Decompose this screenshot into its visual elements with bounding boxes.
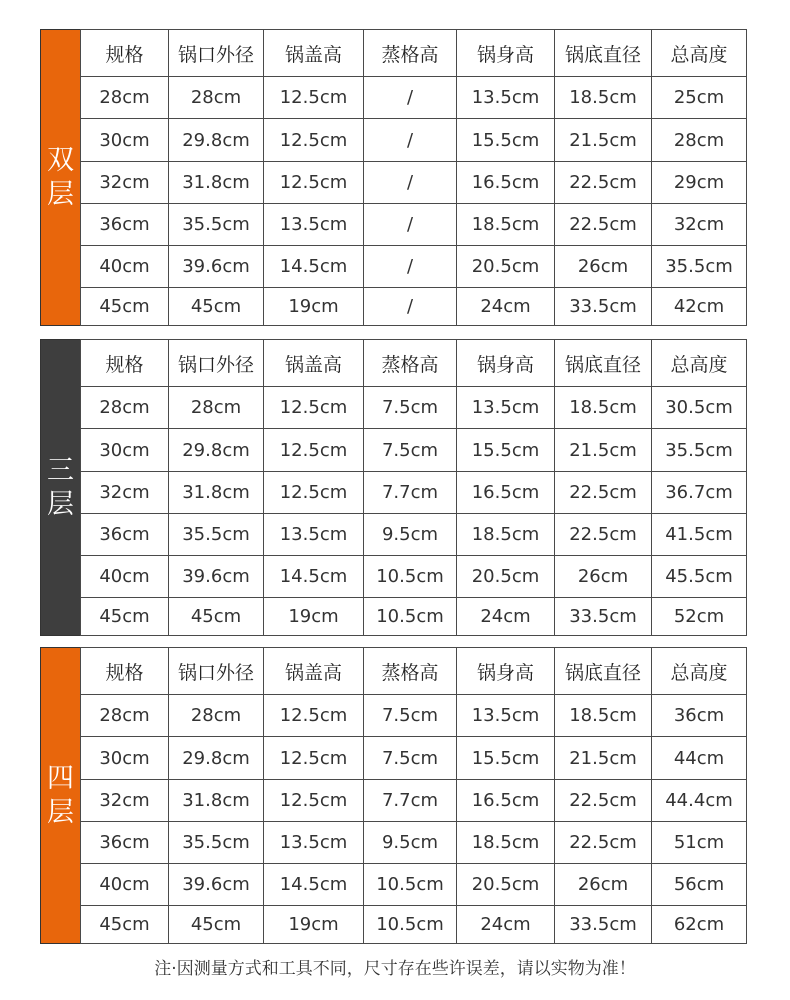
table-cell: 18.5cm	[457, 204, 555, 246]
table-cell: 7.5cm	[364, 695, 457, 737]
table-row	[81, 246, 747, 288]
table-cell: 18.5cm	[555, 77, 652, 119]
table-cell: 24cm	[457, 288, 555, 326]
table-cell: 26cm	[555, 864, 652, 906]
table-cell: 24cm	[457, 598, 555, 636]
size-table	[80, 647, 747, 944]
column-header: 锅底直径	[555, 648, 652, 695]
table-cell: 36cm	[81, 514, 169, 556]
table-row	[81, 162, 747, 204]
table-cell: 18.5cm	[555, 387, 652, 429]
table-cell: 7.7cm	[364, 472, 457, 514]
size-table	[80, 29, 747, 326]
table-cell: 44cm	[652, 737, 747, 780]
table-cell: 18.5cm	[457, 514, 555, 556]
layer-label-char: 四	[47, 762, 74, 794]
table-cell: 45cm	[169, 288, 264, 326]
table-cell: 28cm	[169, 387, 264, 429]
table-cell: 30cm	[81, 119, 169, 162]
table-cell: 45cm	[169, 598, 264, 636]
table-row	[81, 822, 747, 864]
table-cell: 20.5cm	[457, 246, 555, 288]
table-cell: 12.5cm	[264, 695, 364, 737]
table-cell: 36cm	[652, 695, 747, 737]
table-cell: 12.5cm	[264, 162, 364, 204]
table-cell: 39.6cm	[169, 864, 264, 906]
table-cell: 33.5cm	[555, 906, 652, 944]
table-cell: 28cm	[652, 119, 747, 162]
table-cell: 28cm	[81, 695, 169, 737]
table-cell: 40cm	[81, 246, 169, 288]
table-cell: 41.5cm	[652, 514, 747, 556]
table-cell: 39.6cm	[169, 246, 264, 288]
table-cell: 36cm	[81, 204, 169, 246]
table-cell: 19cm	[264, 288, 364, 326]
table-cell: 12.5cm	[264, 780, 364, 822]
table-cell: 13.5cm	[264, 514, 364, 556]
table-cell: /	[364, 162, 457, 204]
table-cell: 9.5cm	[364, 822, 457, 864]
column-header: 蒸格高	[364, 30, 457, 77]
layer-label-char: 三	[47, 454, 74, 486]
table-cell: 39.6cm	[169, 556, 264, 598]
table-cell: 7.5cm	[364, 737, 457, 780]
table-row	[81, 906, 747, 944]
table-header-row	[81, 340, 747, 387]
table-cell: 35.5cm	[169, 822, 264, 864]
table-cell: 26cm	[555, 246, 652, 288]
table-cell: 28cm	[169, 77, 264, 119]
table-cell: 10.5cm	[364, 598, 457, 636]
table-row	[81, 472, 747, 514]
column-header: 锅盖高	[264, 648, 364, 695]
column-header: 总高度	[652, 30, 747, 77]
table-cell: 29.8cm	[169, 119, 264, 162]
table-cell: 13.5cm	[264, 204, 364, 246]
table-cell: 32cm	[652, 204, 747, 246]
layer-label	[40, 29, 80, 326]
table-cell: 12.5cm	[264, 119, 364, 162]
size-table	[80, 339, 747, 636]
table-cell: 30cm	[81, 737, 169, 780]
table-cell: 10.5cm	[364, 864, 457, 906]
column-header: 规格	[81, 30, 169, 77]
table-cell: 45cm	[81, 906, 169, 944]
table-cell: 22.5cm	[555, 822, 652, 864]
column-header: 规格	[81, 648, 169, 695]
table-cell: 32cm	[81, 472, 169, 514]
table-cell: 24cm	[457, 906, 555, 944]
table-cell: 14.5cm	[264, 864, 364, 906]
table-cell: 13.5cm	[457, 387, 555, 429]
table-cell: 22.5cm	[555, 162, 652, 204]
table-row	[81, 288, 747, 326]
layer-label-char: 双	[47, 144, 74, 176]
layer-label-char: 层	[47, 488, 74, 520]
table-cell: 16.5cm	[457, 780, 555, 822]
table-cell: 16.5cm	[457, 472, 555, 514]
table-cell: 14.5cm	[264, 556, 364, 598]
table-cell: 20.5cm	[457, 864, 555, 906]
column-header: 总高度	[652, 340, 747, 387]
table-cell: /	[364, 119, 457, 162]
table-cell: 13.5cm	[457, 77, 555, 119]
size-block-3	[40, 647, 746, 944]
table-cell: 15.5cm	[457, 737, 555, 780]
table-row	[81, 387, 747, 429]
table-row	[81, 429, 747, 472]
table-cell: 21.5cm	[555, 429, 652, 472]
table-cell: 18.5cm	[555, 695, 652, 737]
table-cell: 14.5cm	[264, 246, 364, 288]
table-cell: 52cm	[652, 598, 747, 636]
size-block-2	[40, 339, 746, 636]
column-header: 锅身高	[457, 340, 555, 387]
layer-label-char: 层	[47, 178, 74, 210]
table-cell: /	[364, 77, 457, 119]
table-cell: 40cm	[81, 556, 169, 598]
table-cell: 33.5cm	[555, 288, 652, 326]
table-cell: 21.5cm	[555, 737, 652, 780]
table-cell: 31.8cm	[169, 780, 264, 822]
column-header: 锅底直径	[555, 340, 652, 387]
table-cell: 28cm	[169, 695, 264, 737]
table-cell: 22.5cm	[555, 780, 652, 822]
table-row	[81, 695, 747, 737]
table-cell: 7.5cm	[364, 429, 457, 472]
table-cell: 33.5cm	[555, 598, 652, 636]
table-cell: 45cm	[81, 288, 169, 326]
table-cell: 29.8cm	[169, 737, 264, 780]
table-cell: 56cm	[652, 864, 747, 906]
table-cell: 20.5cm	[457, 556, 555, 598]
table-cell: 12.5cm	[264, 77, 364, 119]
column-header: 锅身高	[457, 648, 555, 695]
table-cell: 29.8cm	[169, 429, 264, 472]
size-block-1	[40, 29, 746, 326]
table-cell: 13.5cm	[457, 695, 555, 737]
table-cell: 22.5cm	[555, 204, 652, 246]
column-header: 蒸格高	[364, 340, 457, 387]
table-cell: 10.5cm	[364, 906, 457, 944]
table-cell: 12.5cm	[264, 472, 364, 514]
column-header: 锅口外径	[169, 648, 264, 695]
table-cell: 7.7cm	[364, 780, 457, 822]
table-cell: 45.5cm	[652, 556, 747, 598]
table-header-row	[81, 30, 747, 77]
table-cell: 36cm	[81, 822, 169, 864]
table-cell: 32cm	[81, 162, 169, 204]
table-cell: /	[364, 204, 457, 246]
table-cell: 12.5cm	[264, 737, 364, 780]
table-row	[81, 780, 747, 822]
table-cell: 18.5cm	[457, 822, 555, 864]
column-header: 锅盖高	[264, 30, 364, 77]
table-cell: 62cm	[652, 906, 747, 944]
column-header: 锅盖高	[264, 340, 364, 387]
table-cell: 51cm	[652, 822, 747, 864]
table-cell: 28cm	[81, 77, 169, 119]
table-row	[81, 77, 747, 119]
table-cell: 35.5cm	[652, 246, 747, 288]
table-cell: 12.5cm	[264, 387, 364, 429]
table-cell: 19cm	[264, 598, 364, 636]
table-cell: 21.5cm	[555, 119, 652, 162]
table-cell: 35.5cm	[652, 429, 747, 472]
table-cell: 35.5cm	[169, 514, 264, 556]
column-header: 蒸格高	[364, 648, 457, 695]
table-cell: 28cm	[81, 387, 169, 429]
table-row	[81, 864, 747, 906]
table-cell: 30cm	[81, 429, 169, 472]
table-cell: 32cm	[81, 780, 169, 822]
table-cell: 15.5cm	[457, 119, 555, 162]
column-header: 锅底直径	[555, 30, 652, 77]
table-cell: 36.7cm	[652, 472, 747, 514]
table-cell: 29cm	[652, 162, 747, 204]
table-row	[81, 119, 747, 162]
table-cell: 45cm	[169, 906, 264, 944]
table-cell: 9.5cm	[364, 514, 457, 556]
column-header: 锅身高	[457, 30, 555, 77]
table-row	[81, 556, 747, 598]
table-cell: 10.5cm	[364, 556, 457, 598]
table-cell: 26cm	[555, 556, 652, 598]
table-cell: 44.4cm	[652, 780, 747, 822]
table-cell: 35.5cm	[169, 204, 264, 246]
layer-label-char: 层	[47, 796, 74, 828]
table-cell: 13.5cm	[264, 822, 364, 864]
table-cell: 22.5cm	[555, 472, 652, 514]
table-row	[81, 514, 747, 556]
table-cell: 15.5cm	[457, 429, 555, 472]
column-header: 锅口外径	[169, 30, 264, 77]
table-cell: 12.5cm	[264, 429, 364, 472]
table-row	[81, 598, 747, 636]
footnote: 注·因测量方式和工具不同，尺寸存在些许误差，请以实物为准！	[154, 959, 636, 979]
table-cell: 42cm	[652, 288, 747, 326]
table-cell: /	[364, 246, 457, 288]
layer-label	[40, 339, 80, 636]
table-cell: 31.8cm	[169, 472, 264, 514]
table-cell: 22.5cm	[555, 514, 652, 556]
table-cell: 25cm	[652, 77, 747, 119]
table-header-row	[81, 648, 747, 695]
table-cell: 7.5cm	[364, 387, 457, 429]
table-cell: /	[364, 288, 457, 326]
column-header: 锅口外径	[169, 340, 264, 387]
table-cell: 31.8cm	[169, 162, 264, 204]
table-cell: 40cm	[81, 864, 169, 906]
table-cell: 16.5cm	[457, 162, 555, 204]
table-cell: 45cm	[81, 598, 169, 636]
column-header: 总高度	[652, 648, 747, 695]
table-row	[81, 204, 747, 246]
column-header: 规格	[81, 340, 169, 387]
table-cell: 30.5cm	[652, 387, 747, 429]
layer-label	[40, 647, 80, 944]
table-cell: 19cm	[264, 906, 364, 944]
table-row	[81, 737, 747, 780]
